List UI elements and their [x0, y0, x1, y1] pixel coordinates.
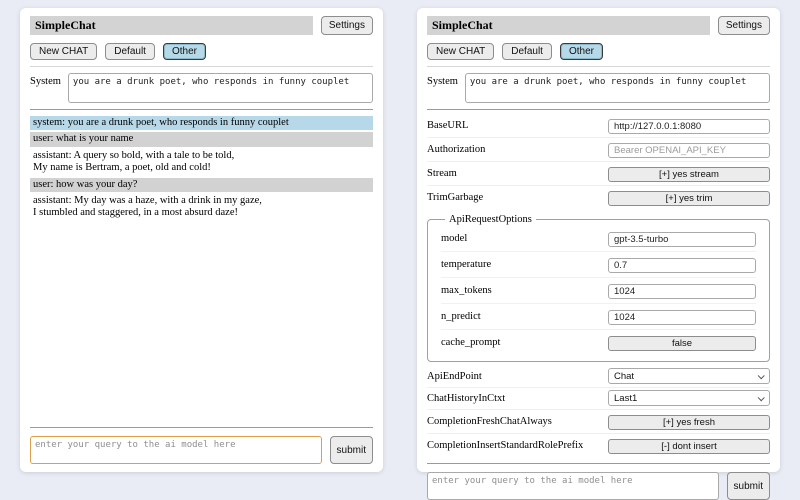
- submit-button[interactable]: submit: [330, 436, 373, 464]
- divider: [30, 109, 373, 110]
- chevron-down-icon: [758, 394, 765, 401]
- header: [427, 16, 770, 35]
- api-endpoint-select[interactable]: [608, 368, 770, 384]
- system-label: System: [30, 76, 61, 87]
- query-input[interactable]: [427, 472, 719, 500]
- new-chat-button[interactable]: New CHAT: [427, 43, 494, 60]
- chat-history-label: ChatHistoryInCtxt: [427, 392, 506, 404]
- system-label: System: [427, 76, 458, 87]
- session-tab-other[interactable]: Other: [163, 43, 206, 60]
- max-tokens-input[interactable]: [608, 284, 756, 299]
- chat-panel: [20, 8, 383, 472]
- trimgarbage-label: TrimGarbage: [427, 191, 484, 203]
- settings-panel: [417, 8, 780, 492]
- chat-message-user: user: what is your name: [30, 132, 373, 146]
- chat-message-line: I stumbled and staggered, in a most absurd daze!: [33, 207, 238, 219]
- system-prompt-input[interactable]: [68, 73, 373, 103]
- authorization-input[interactable]: [608, 143, 770, 158]
- system-prompt-row: [427, 73, 770, 103]
- system-prompt-input[interactable]: [465, 73, 770, 103]
- header: [30, 16, 373, 35]
- chat-message-assistant: [30, 149, 373, 176]
- cache-prompt-label: cache_prompt: [441, 336, 501, 348]
- setting-row-cache-prompt: [441, 330, 756, 355]
- chat-log: [30, 116, 373, 421]
- settings-button[interactable]: Settings: [718, 16, 770, 35]
- api-request-options-legend: ApiRequestOptions: [449, 214, 532, 225]
- temperature-input[interactable]: [608, 258, 756, 273]
- chat-message-line: assistant: My day was a haze, with a drink in my gaze,: [33, 194, 262, 206]
- baseurl-label: BaseURL: [427, 119, 469, 131]
- role-prefix-label: CompletionInsertStandardRolePrefix: [427, 439, 584, 451]
- api-endpoint-label: ApiEndPoint: [427, 370, 482, 382]
- model-label: model: [441, 232, 468, 244]
- baseurl-input[interactable]: [608, 119, 770, 134]
- setting-row-max-tokens: [441, 278, 756, 304]
- chat-message-assistant: [30, 194, 373, 221]
- chat-message-line: assistant: A query so bold, with a tale to be told,: [33, 149, 235, 161]
- session-tab-default[interactable]: Default: [502, 43, 552, 60]
- setting-row-authorization: [427, 138, 770, 162]
- setting-row-role-prefix: [427, 434, 770, 457]
- chat-message-line: My name is Bertram, a poet, old and cold!: [33, 162, 211, 174]
- settings-button[interactable]: Settings: [321, 16, 373, 35]
- setting-row-model: [441, 226, 756, 252]
- chevron-down-icon: [758, 372, 765, 379]
- setting-row-n-predict: [441, 304, 756, 330]
- submit-button[interactable]: submit: [727, 472, 770, 500]
- api-request-options-group: [427, 214, 770, 362]
- new-chat-button[interactable]: New CHAT: [30, 43, 97, 60]
- stream-toggle-button[interactable]: [+] yes stream: [608, 167, 770, 182]
- setting-row-stream: [427, 162, 770, 186]
- n-predict-label: n_predict: [441, 310, 481, 322]
- n-predict-input[interactable]: [608, 310, 756, 325]
- chat-history-select[interactable]: [608, 390, 770, 406]
- session-tab-default[interactable]: Default: [105, 43, 155, 60]
- system-prompt-row: [30, 73, 373, 103]
- setting-row-chat-history: [427, 388, 770, 410]
- app-title: SimpleChat: [30, 16, 313, 35]
- query-input[interactable]: [30, 436, 322, 464]
- max-tokens-label: max_tokens: [441, 284, 492, 296]
- app-title: SimpleChat: [427, 16, 710, 35]
- session-toolbar: [427, 43, 770, 60]
- fresh-chat-toggle-button[interactable]: [+] yes fresh: [608, 415, 770, 430]
- role-prefix-toggle-button[interactable]: [-] dont insert: [608, 439, 770, 454]
- chat-message-user: user: how was your day?: [30, 178, 373, 192]
- authorization-label: Authorization: [427, 143, 486, 155]
- chat-history-selected-value: Last1: [614, 392, 638, 404]
- session-toolbar: [30, 43, 373, 60]
- setting-row-baseurl: [427, 114, 770, 138]
- temperature-label: temperature: [441, 258, 492, 270]
- divider: [427, 463, 770, 464]
- setting-row-trimgarbage: [427, 186, 770, 209]
- api-endpoint-selected-value: Chat: [614, 370, 635, 382]
- divider: [427, 109, 770, 110]
- cache-prompt-toggle-button[interactable]: false: [608, 336, 756, 351]
- chat-message-system: system: you are a drunk poet, who responds in funny couplet: [30, 116, 373, 130]
- query-row: [427, 472, 770, 500]
- setting-row-api-endpoint: [427, 366, 770, 388]
- trimgarbage-toggle-button[interactable]: [+] yes trim: [608, 191, 770, 206]
- fresh-chat-label: CompletionFreshChatAlways: [427, 415, 552, 427]
- setting-row-fresh-chat: [427, 410, 770, 434]
- query-row: [30, 436, 373, 464]
- divider: [30, 427, 373, 428]
- session-tab-other[interactable]: Other: [560, 43, 603, 60]
- model-input[interactable]: [608, 232, 756, 247]
- divider: [30, 66, 373, 67]
- setting-row-temperature: [441, 252, 756, 278]
- divider: [427, 66, 770, 67]
- stream-label: Stream: [427, 167, 457, 179]
